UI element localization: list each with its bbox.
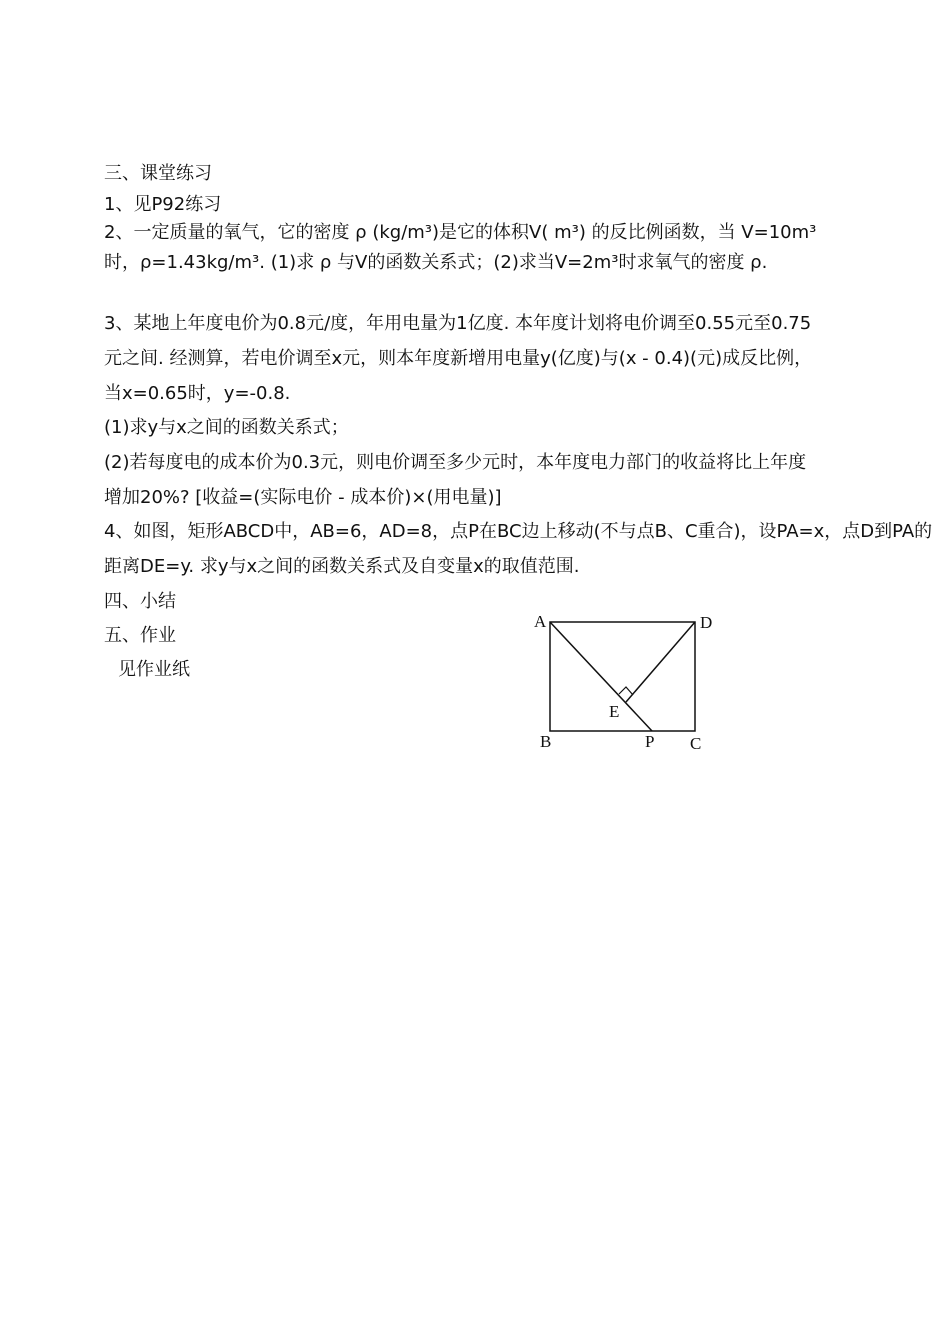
exercise-3-question-2-line-2: 增加20%? [收益=(实际电价 - 成本价)×(用电量)] [104, 487, 502, 508]
exercise-3-line-1: 3、某地上年度电价为0.8元/度，年用电量为1亿度. 本年度计划将电价调至0.55元至0.75 [104, 313, 812, 334]
exercise-4-line-2: 距离DE=y. 求y与x之间的函数关系式及自变量x的取值范围. [104, 556, 580, 577]
exercise-2-line-1: 2、一定质量的氧气，它的密度 ρ (kg/m³)是它的体积V( m³) 的反比例函数，当 V=10m³ [104, 222, 817, 243]
exercise-4-line-1: 4、如图，矩形ABCD中，AB=6，AD=8，点P在BC边上移动(不与点B、C重合)，设PA=x，点D到PA的 [104, 521, 933, 542]
segment-de [626, 622, 695, 702]
homework-note: 见作业纸 [118, 659, 190, 680]
label-e: E [609, 702, 620, 721]
exercise-3-line-2: 元之间. 经测算，若电价调至x元，则本年度新增用电量y(亿度)与(x - 0.4)(元)成反比例， [104, 348, 813, 369]
label-a: A [534, 612, 547, 631]
exercise-3-question-2-line-1: (2)若每度电的成本价为0.3元，则电价调至多少元时，本年度电力部门的收益将比上年度 [104, 452, 807, 473]
rectangle-diagram [520, 605, 740, 755]
segment-ap [550, 622, 652, 731]
exercise-3-question-1: (1)求y与x之间的函数关系式； [104, 417, 349, 438]
right-angle-marker [619, 687, 633, 695]
label-d: D [700, 613, 713, 632]
exercise-2-line-2: 时，ρ=1.43kg/m³. (1)求 ρ 与V的函数关系式；(2)求当V=2m³时求氧气的密度 ρ. [104, 252, 768, 273]
section-5-heading: 五、作业 [104, 625, 176, 646]
label-p: P [645, 732, 655, 751]
exercise-3-line-3: 当x=0.65时，y=-0.8. [104, 383, 291, 404]
rectangle-abcd [550, 622, 695, 731]
section-3-heading: 三、课堂练习 [104, 163, 212, 184]
label-c: C [690, 734, 702, 753]
label-b: B [540, 732, 552, 751]
exercise-1: 1、见P92练习 [104, 194, 222, 215]
section-4-heading: 四、小结 [104, 591, 176, 612]
